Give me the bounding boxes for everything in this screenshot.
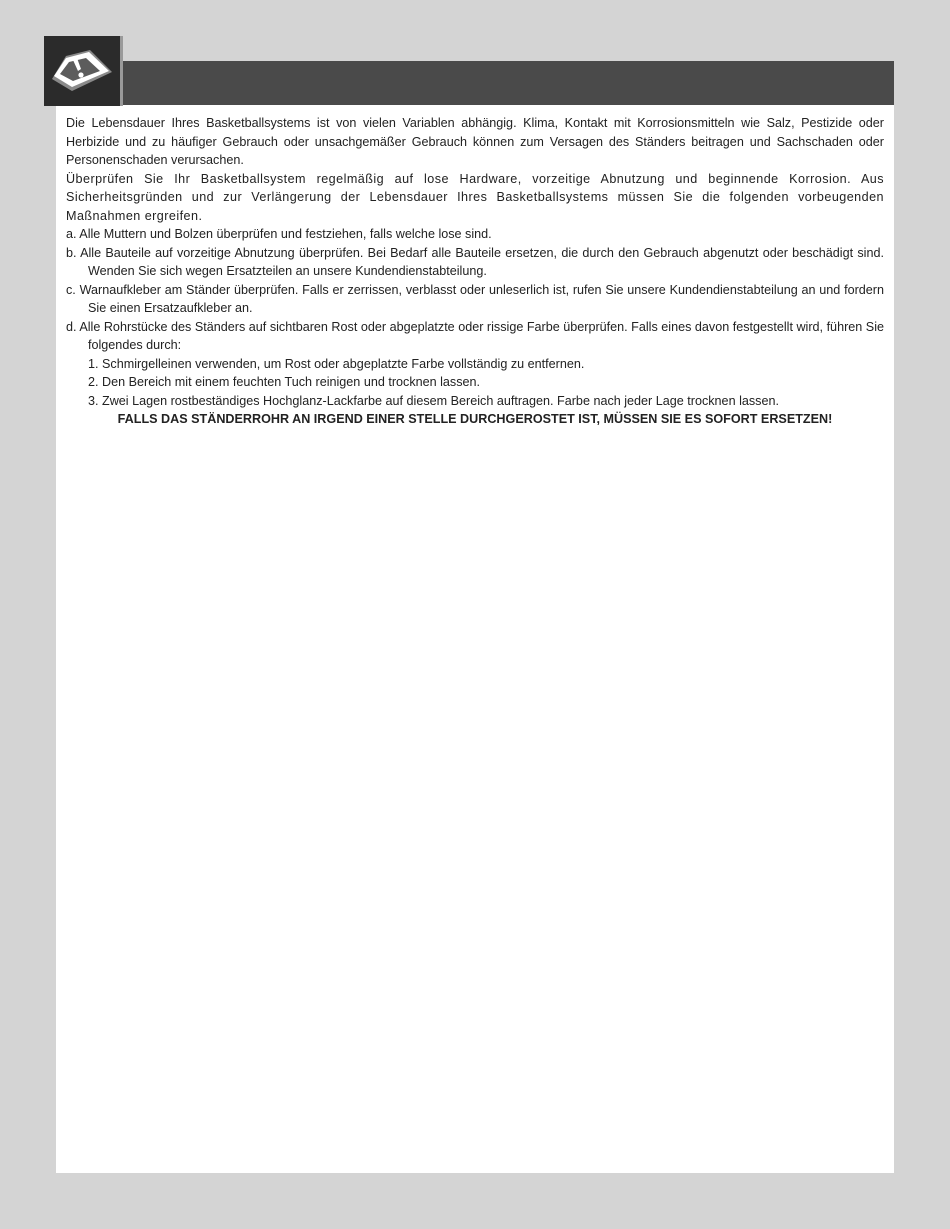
sub-item-3: 3. Zwei Lagen rostbeständiges Hochglanz-Lackfarbe auf diesem Bereich auftragen. Farbe nach jeder Lage trocknen lassen.	[88, 393, 779, 408]
check-paragraph: Überprüfen Sie Ihr Basketballsystem regelmäßig auf lose Hardware, vorzeitige Abnutzung und beginnende Korrosion. Aus Sicherheitsgründen und zur Verlängerung der Lebensdauer Ihres Basketballsystems müssen Sie die folgenden vorbeugenden Maßnahmen ergreifen.	[66, 171, 884, 223]
list-item-d: d. Alle Rohrstücke des Ständers auf sichtbaren Rost oder abgeplatzte oder rissige Farbe überprüfen. Falls eines davon festgestellt wird, führen Sie folgendes durch:	[66, 319, 884, 352]
intro-paragraph: Die Lebensdauer Ihres Basketballsystems ist von vielen Variablen abhängig. Klima, Kontakt mit Korrosionsmitteln wie Salz, Pestizide oder Herbizide und zu häufiger Gebrauch oder unsachgemäßer Gebrauch können zum Versagen des Ständers beitragen und Sachschaden oder Personenschaden verursachen.	[66, 116, 884, 167]
warning-icon-box	[44, 36, 123, 106]
sub-item-2: 2. Den Bereich mit einem feuchten Tuch reinigen und trocknen lassen.	[88, 375, 481, 389]
sub-item-1: 1. Schmirgelleinen verwenden, um Rost oder abgeplatzte Farbe vollständig zu entfernen.	[88, 356, 585, 371]
warning-triangle-icon	[44, 36, 120, 106]
warning-text: FALLS DAS STÄNDERROHR AN IRGEND EINER STELLE DURCHGEROSTET IST, MÜSSEN SIE ES SOFORT ERSETZEN!	[117, 412, 833, 426]
maintenance-text	[66, 114, 884, 429]
list-item-b: b. Alle Bauteile auf vorzeitige Abnutzung überprüfen. Bei Bedarf alle Bauteile ersetzen, die durch den Gebrauch abgenutzt oder beschädigt sind. Wenden Sie sich wegen Ersatzteilen an unsere Kundendienstabteilung.	[66, 245, 884, 278]
header-bar	[123, 61, 894, 105]
list-item-c: c. Warnaufkleber am Ständer überprüfen. Falls er zerrissen, verblasst oder unleserlich ist, rufen Sie unsere Kundendienstabteilung an und fordern Sie einen Ersatzaufkleber an.	[66, 282, 884, 315]
list-item-a: a. Alle Muttern und Bolzen überprüfen und festziehen, falls welche lose sind.	[66, 227, 492, 241]
